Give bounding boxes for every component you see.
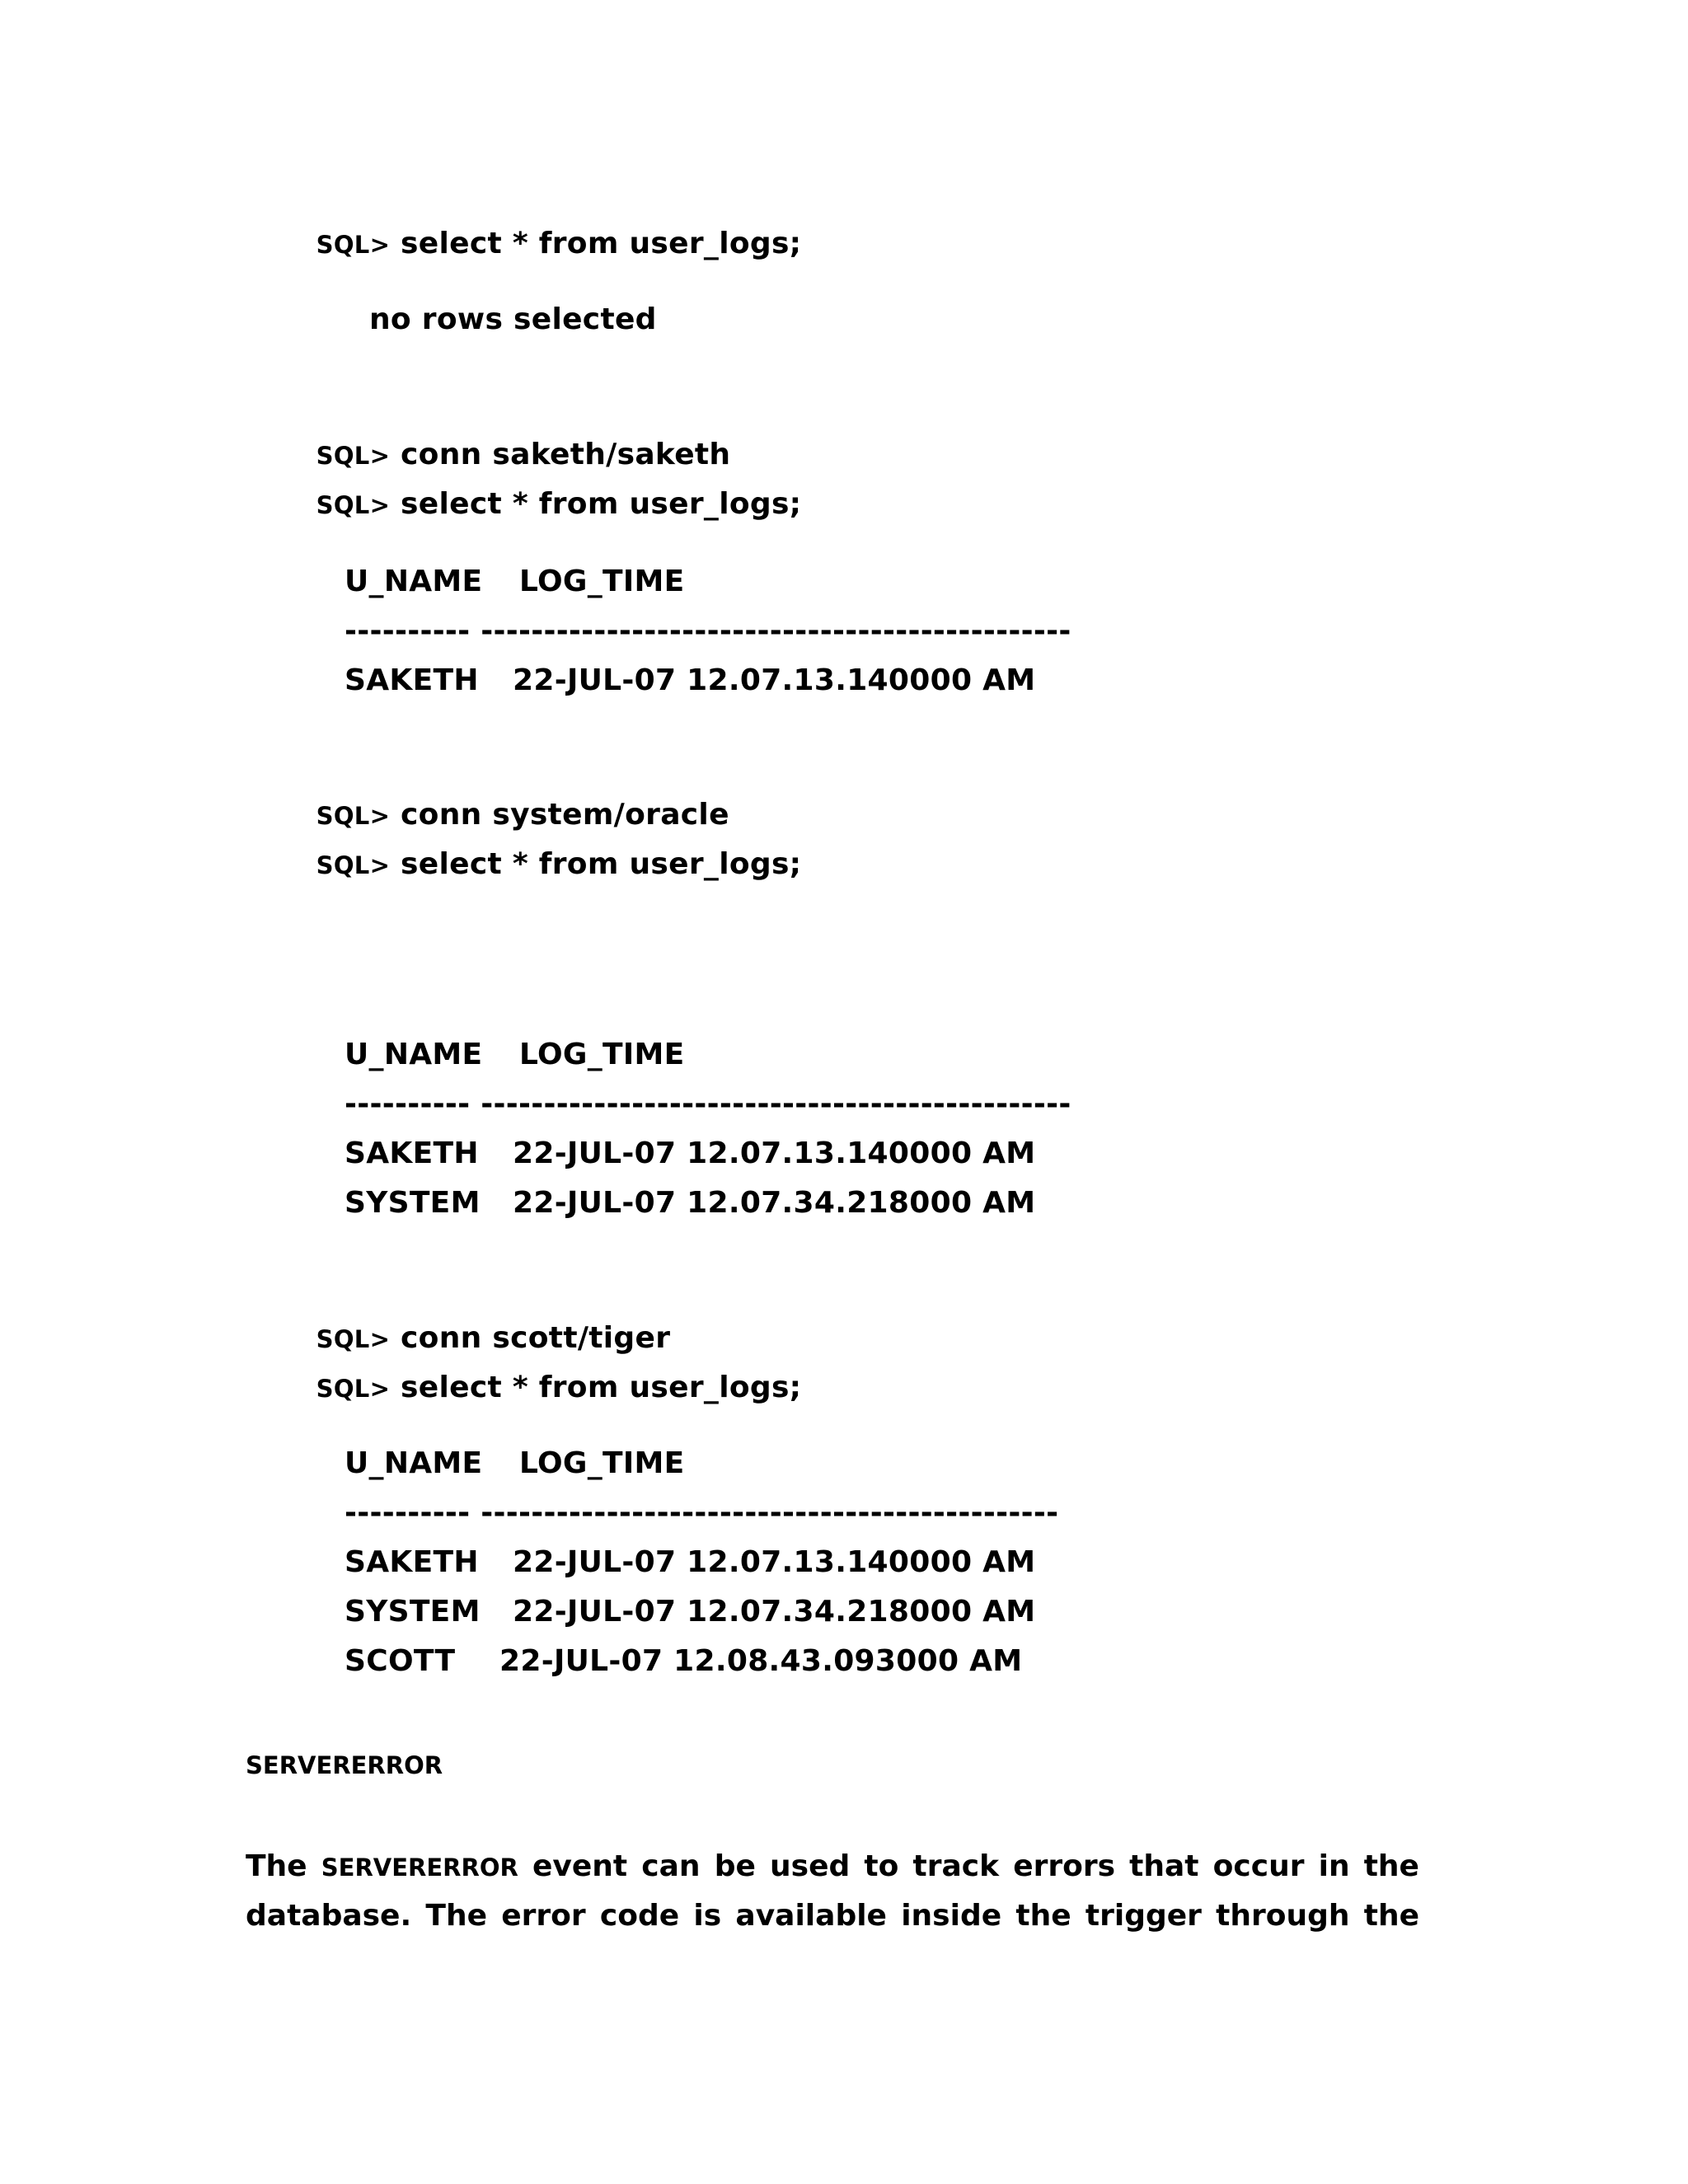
sql-prompt: SQL>	[316, 1375, 391, 1403]
sql-prompt: SQL>	[316, 802, 391, 830]
header-separator: ---------- ----------------------------------------------	[345, 1496, 1059, 1530]
sql-command-line	[295, 820, 801, 879]
table-cell-log-time: 22-JUL-07 12.08.43.093000 AM	[499, 1644, 1023, 1678]
sql-command: conn scott/tiger	[401, 1321, 671, 1355]
header-separator: ---------- -----------------------------------------------	[345, 1087, 1071, 1121]
sql-command-line	[295, 1343, 801, 1403]
section-heading: SERVERERROR	[246, 1751, 443, 1779]
table-cell-u-name: SAKETH	[345, 1545, 479, 1579]
table-cell-u-name: SAKETH	[345, 663, 479, 697]
table-cell-u-name: SAKETH	[345, 1137, 479, 1170]
sql-command: conn saketh/saketh	[401, 438, 731, 471]
column-header-u-name: U_NAME	[345, 565, 483, 598]
column-header-u-name: U_NAME	[345, 1038, 483, 1071]
sql-prompt: SQL>	[316, 491, 391, 519]
sql-command: conn system/oracle	[401, 798, 729, 832]
sql-command: select * from user_logs;	[401, 847, 802, 881]
paragraph-text: The	[246, 1849, 307, 1883]
sql-prompt: SQL>	[316, 851, 391, 879]
sql-command: select * from user_logs;	[401, 1371, 802, 1404]
column-header-log-time: LOG_TIME	[519, 1446, 685, 1480]
sql-command-line	[295, 199, 801, 259]
table-cell-log-time: 22-JUL-07 12.07.34.218000 AM	[513, 1186, 1036, 1220]
sql-prompt: SQL>	[316, 1325, 391, 1353]
table-cell-u-name: SYSTEM	[345, 1595, 481, 1629]
keyword-servererror: SERVERERROR	[321, 1854, 518, 1882]
table-cell-log-time: 22-JUL-07 12.07.13.140000 AM	[513, 663, 1036, 697]
sql-command: select * from user_logs;	[401, 487, 802, 521]
sql-command: select * from user_logs;	[401, 227, 802, 260]
header-separator: ---------- -----------------------------------------------	[345, 614, 1071, 648]
sql-prompt: SQL>	[316, 442, 391, 470]
table-cell-u-name: SCOTT	[345, 1644, 456, 1678]
table-cell-u-name: SYSTEM	[345, 1186, 481, 1220]
paragraph-line: database. The error code is available inside the trigger through the	[246, 1899, 1419, 1933]
table-cell-log-time: 22-JUL-07 12.07.13.140000 AM	[513, 1137, 1036, 1170]
sql-prompt: SQL>	[316, 231, 391, 259]
paragraph-text: event can be used to track errors that occur in the	[532, 1849, 1419, 1883]
column-header-log-time: LOG_TIME	[519, 1038, 685, 1071]
table-cell-log-time: 22-JUL-07 12.07.13.140000 AM	[513, 1545, 1036, 1579]
table-cell-log-time: 22-JUL-07 12.07.34.218000 AM	[513, 1595, 1036, 1629]
query-result-text: no rows selected	[369, 302, 657, 336]
sql-command-line	[295, 460, 801, 519]
column-header-u-name: U_NAME	[345, 1446, 483, 1480]
paragraph-line	[246, 1849, 1419, 1883]
column-header-log-time: LOG_TIME	[519, 565, 685, 598]
